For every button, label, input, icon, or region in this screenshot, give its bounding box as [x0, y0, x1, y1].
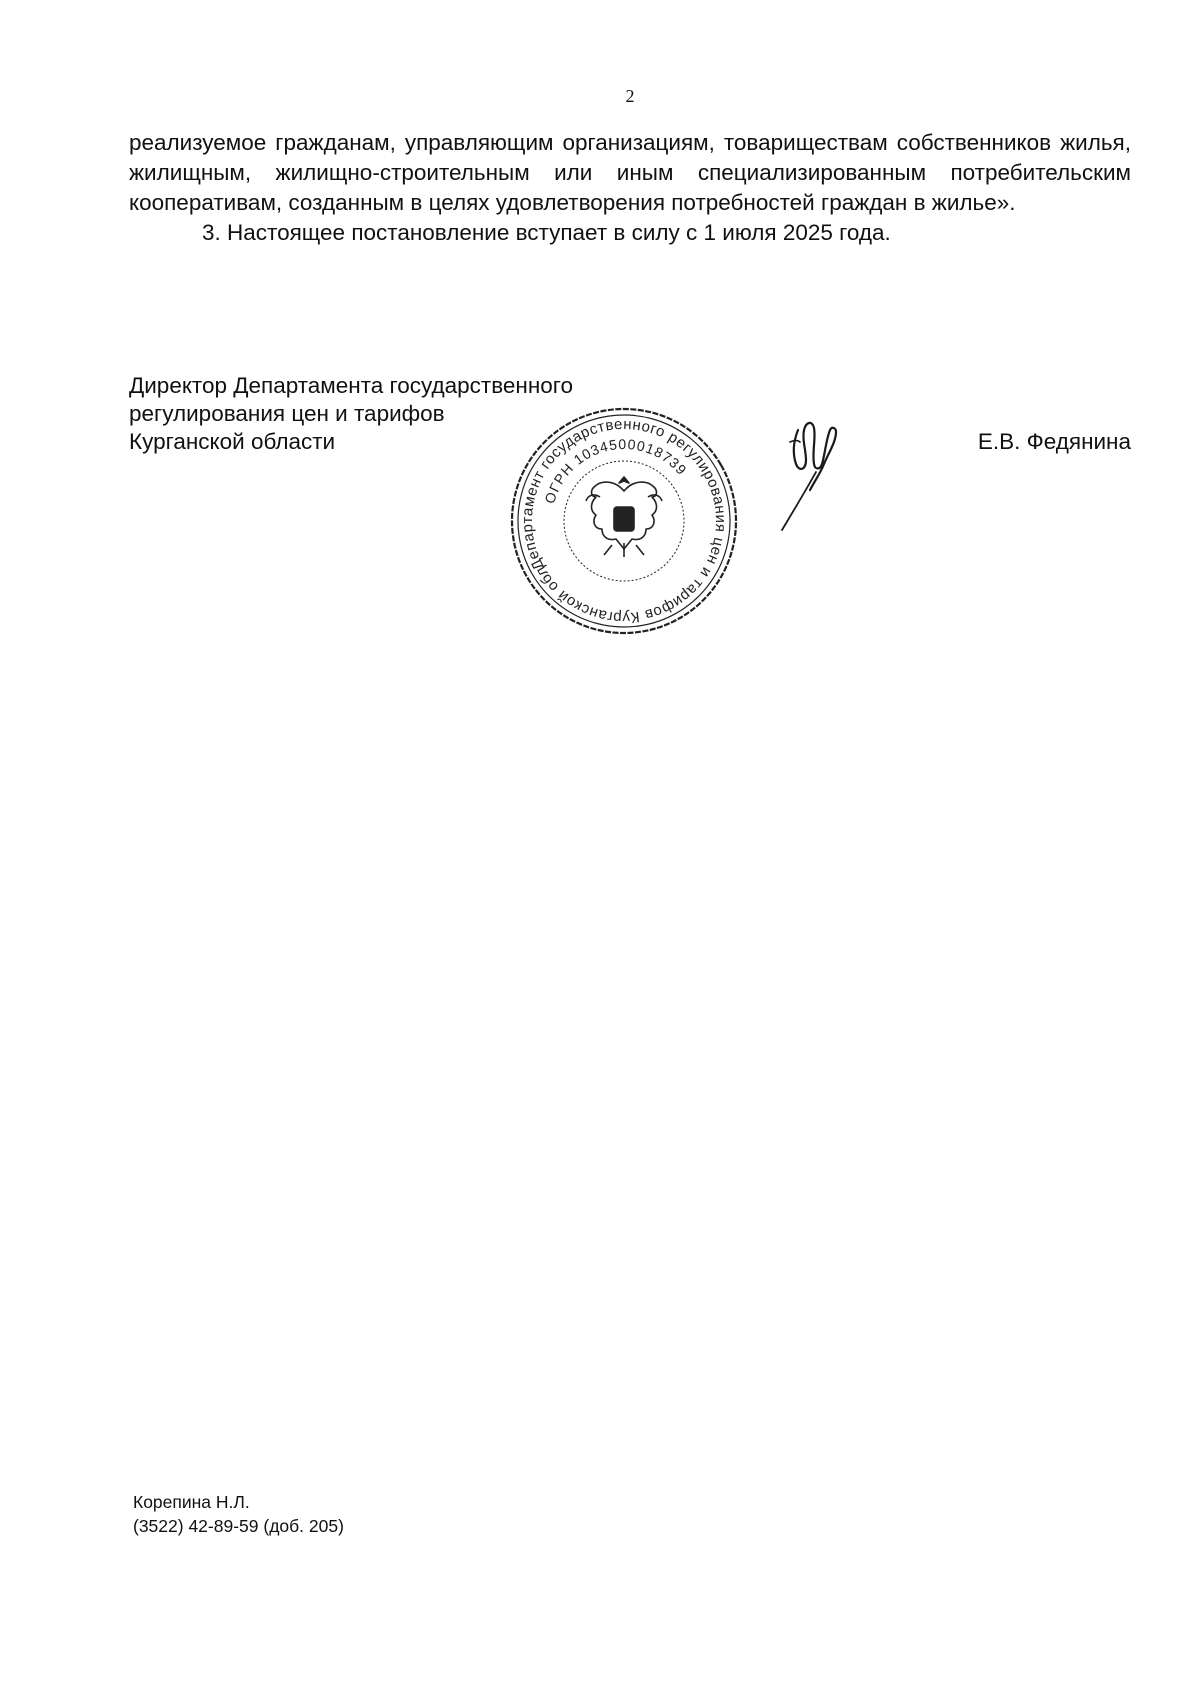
page-number: 2 — [625, 86, 635, 106]
coat-of-arms-icon — [586, 477, 662, 557]
signature-position — [129, 372, 573, 456]
paragraph-item-3: 3. Настоящее постановление вступает в силу с 1 июля 2025 года. — [202, 220, 891, 245]
stamp-outer-text: Департамент государственного регулирования цен и тарифов Курганской области — [518, 415, 730, 627]
body-text — [129, 128, 1131, 248]
contact-phone: (3522) 42-89-59 (доб. 205) — [133, 1516, 344, 1536]
handwritten-signature — [770, 412, 860, 537]
official-stamp — [508, 405, 740, 637]
position-line-1: Директор Департамента государственного — [129, 373, 574, 398]
stamp-inner-text: ОГРН 1034500018739 — [541, 435, 691, 506]
contact-block — [133, 1490, 344, 1538]
paragraph-continuation: реализуемое гражданам, управляющим организациям, товариществам собственников жилья, жилищным, жилищно-строительным или иным специализированным потребительским кооперативам, созданным в целях удовлетворения потребностей граждан в жилье». — [129, 130, 1131, 215]
contact-person: Корепина Н.Л. — [133, 1492, 250, 1512]
signer-name: Е.В. Федянина — [977, 429, 1131, 454]
position-line-2: регулирования цен и тарифов — [129, 401, 445, 426]
position-line-3: Курганской области — [129, 429, 336, 454]
